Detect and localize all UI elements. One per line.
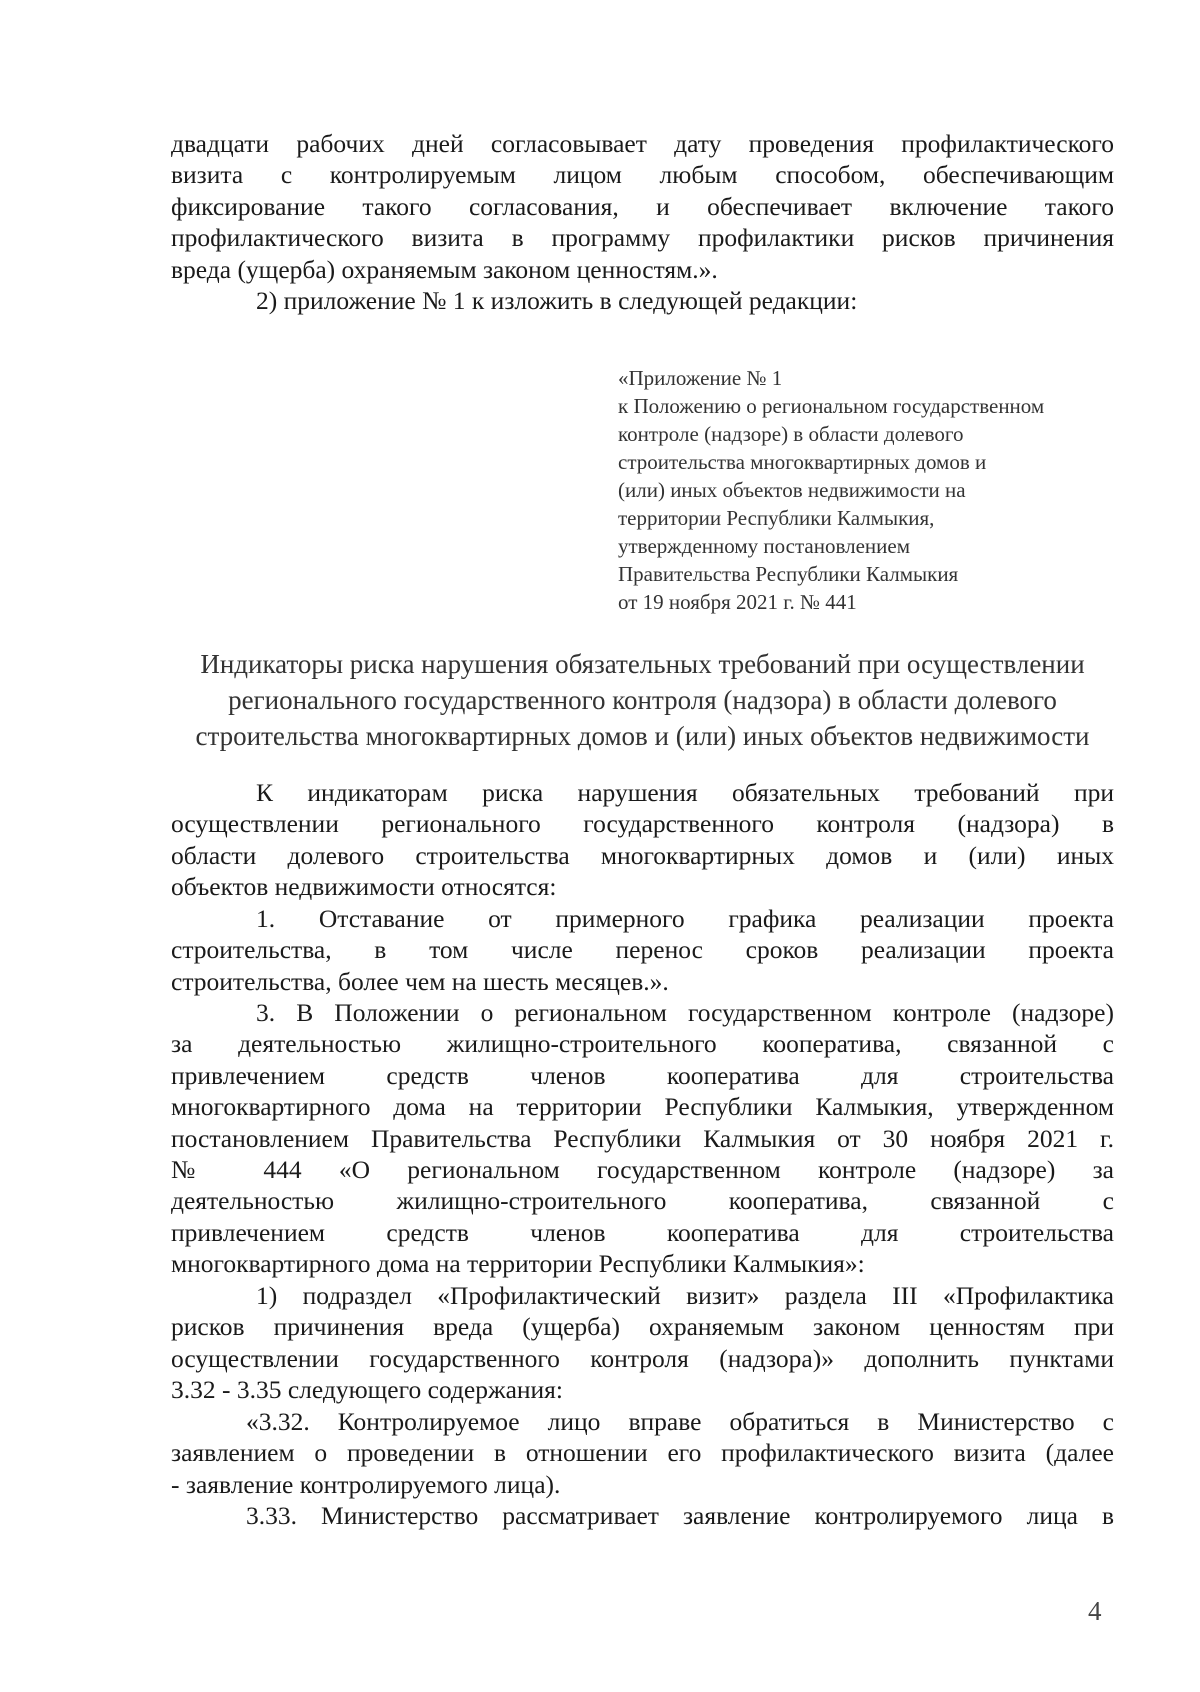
- title-line: Индикаторы риска нарушения обязательных требований при осуществлении: [200, 649, 1085, 679]
- text-line: деятельностью жилищно-строительного кооператива, связанной с: [171, 1186, 1114, 1216]
- text-line: профилактического визита в программу профилактики рисков причинения: [171, 223, 1114, 253]
- paragraph-3-32: [171, 1406, 1114, 1500]
- appendix-line: (или) иных объектов недвижимости на: [618, 478, 966, 502]
- title-line: строительства многоквартирных домов и (или) иных объектов недвижимости: [195, 721, 1090, 751]
- text-line: фиксирование такого согласования, и обеспечивает включение такого: [171, 191, 1114, 221]
- appendix-line: к Положению о региональном государственном: [618, 394, 1045, 418]
- text-line: за деятельностью жилищно-строительного кооператива, связанной с: [171, 1029, 1114, 1059]
- appendix-line: утвержденному постановлением: [618, 534, 911, 558]
- appendix-line: строительства многоквартирных домов и: [618, 450, 987, 474]
- text-line: «3.32. Контролируемое лицо вправе обратиться в Министерство с: [246, 1407, 1114, 1436]
- text-line: строительства, более чем на шесть месяцев.».: [171, 966, 669, 996]
- paragraph-3-33: [171, 1500, 1114, 1531]
- indicators-intro: [171, 777, 1114, 903]
- item-2: [171, 285, 1114, 316]
- section-3: [171, 997, 1114, 1280]
- text-line: 2) приложение № 1 к изложить в следующей редакции:: [256, 286, 858, 315]
- text-line: привлечением средств членов кооператива для строительства: [171, 1060, 1114, 1090]
- appendix-line: от 19 ноября 2021 г. № 441: [618, 590, 857, 614]
- top-paragraph: [171, 128, 1114, 285]
- text-line: осуществлении регионального государственного контроля (надзора) в: [171, 809, 1114, 839]
- text-line: 3.32 - 3.35 следующего содержания:: [171, 1375, 563, 1405]
- text-line: строительства, в том числе перенос сроков реализации проекта: [171, 935, 1114, 965]
- text-line: 3. В Положении о региональном государственном контроле (надзоре): [256, 998, 1114, 1027]
- text-line: 1) подраздел «Профилактический визит» раздела III «Профилактика: [256, 1281, 1114, 1310]
- text-line: рисков причинения вреда (ущерба) охраняемым законом ценностям при: [171, 1312, 1114, 1342]
- appendix-line: контроле (надзоре) в области долевого: [618, 422, 964, 446]
- document-title: [171, 646, 1114, 754]
- text-line: осуществлении государственного контроля (надзора)» дополнить пунктами: [171, 1343, 1114, 1373]
- sub-item-1: [171, 1280, 1114, 1406]
- text-line: постановлением Правительства Республики Калмыкия от 30 ноября 2021 г.: [171, 1123, 1114, 1153]
- page-number: 4: [1088, 1596, 1102, 1626]
- text-line: 3.33. Министерство рассматривает заявление контролируемого лица в: [246, 1501, 1114, 1530]
- text-line: 1. Отставание от примерного графика реализации проекта: [256, 904, 1114, 933]
- text-line: № 444 «О региональном государственном контроле (надзоре) за: [171, 1155, 1114, 1185]
- text-line: вреда (ущерба) охраняемым законом ценностям.».: [171, 254, 718, 284]
- indicator-1: [171, 903, 1114, 997]
- text-line: многоквартирного дома на территории Республики Калмыкия, утвержденном: [171, 1092, 1114, 1122]
- text-line: объектов недвижимости относятся:: [171, 872, 557, 902]
- appendix-line: «Приложение № 1: [618, 366, 783, 390]
- text-line: визита с контролируемым лицом любым способом, обеспечивающим: [171, 160, 1114, 190]
- text-line: области долевого строительства многоквартирных домов и (или) иных: [171, 840, 1114, 870]
- text-line: К индикаторам риска нарушения обязательных требований при: [256, 778, 1114, 807]
- text-line: многоквартирного дома на территории Республики Калмыкия»:: [171, 1249, 865, 1279]
- text-line: - заявление контролируемого лица).: [171, 1469, 561, 1499]
- appendix-line: территории Республики Калмыкия,: [618, 506, 935, 530]
- appendix-line: Правительства Республики Калмыкия: [618, 562, 959, 586]
- text-line: привлечением средств членов кооператива для строительства: [171, 1217, 1114, 1247]
- appendix-header: [618, 364, 1138, 616]
- text-line: заявлением о проведении в отношении его профилактического визита (далее: [171, 1438, 1114, 1468]
- title-line: регионального государственного контроля (надзора) в области долевого: [228, 685, 1057, 715]
- text-line: двадцати рабочих дней согласовывает дату проведения профилактического: [171, 129, 1114, 158]
